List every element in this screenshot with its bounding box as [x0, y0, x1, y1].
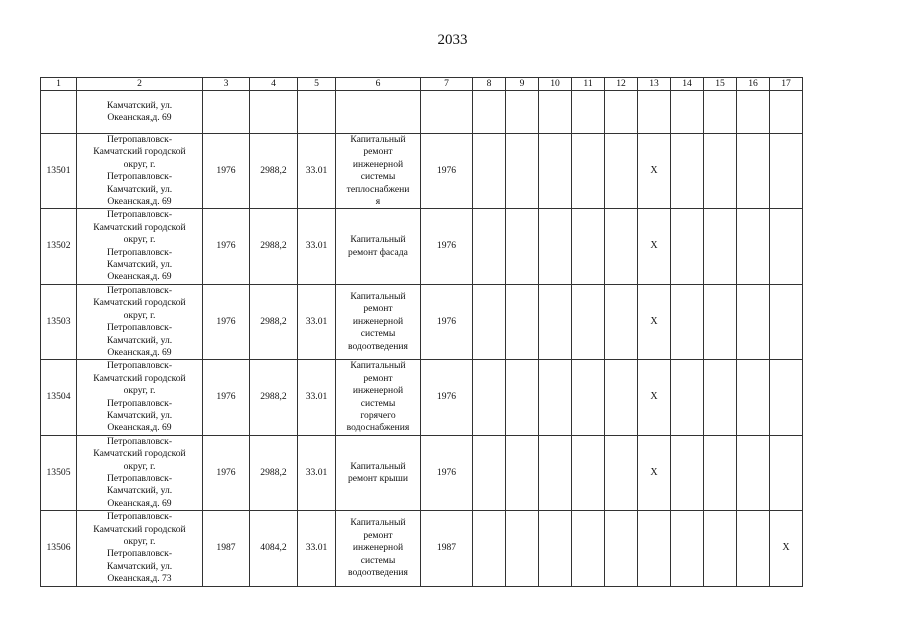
- cell-empty: [770, 284, 803, 359]
- address-cell: Петропавловск- Камчатский городской округ, г. Петропавловск- Камчатский, ул. Океанская,д. 69: [77, 209, 203, 284]
- build-year-cell: 1976: [203, 435, 250, 510]
- cell-empty: [671, 209, 704, 284]
- cell-empty: [671, 511, 704, 586]
- column-number-header: 11: [572, 78, 605, 91]
- cell-empty: [770, 209, 803, 284]
- code-cell: 33.01: [298, 511, 336, 586]
- build-year-cell: 1987: [203, 511, 250, 586]
- cell-empty: [605, 284, 638, 359]
- table-row: [41, 209, 803, 284]
- area-cell: 4084,2: [250, 511, 298, 586]
- column-number-header: 6: [336, 78, 421, 91]
- cell-empty: [539, 91, 572, 134]
- mark-cell: Х: [638, 209, 671, 284]
- column-number-header: 15: [704, 78, 737, 91]
- cell-empty: [539, 209, 572, 284]
- cell-empty: [605, 91, 638, 134]
- work-type-cell: Капитальный ремонт инженерной системы водоотведения: [336, 284, 421, 359]
- cell-empty: [473, 360, 506, 435]
- capital-repair-table: [40, 77, 803, 587]
- cell-empty: [704, 91, 737, 134]
- mark-cell: Х: [638, 435, 671, 510]
- column-number-header: 9: [506, 78, 539, 91]
- cell-empty: [704, 511, 737, 586]
- cell-empty: [605, 360, 638, 435]
- mark-cell: Х: [770, 511, 803, 586]
- cell-empty: [336, 91, 421, 134]
- table-row: [41, 134, 803, 209]
- cell-empty: [506, 284, 539, 359]
- build-year-cell: 1976: [203, 360, 250, 435]
- cell-empty: [737, 91, 770, 134]
- cell-empty: [572, 511, 605, 586]
- work-type-cell: Капитальный ремонт инженерной системы теплоснабжени я: [336, 134, 421, 209]
- column-number-row: [41, 78, 803, 91]
- cell-empty: [605, 134, 638, 209]
- cell-empty: [671, 134, 704, 209]
- cell-empty: [572, 284, 605, 359]
- cell-empty: [572, 91, 605, 134]
- record-id-cell: 13504: [41, 360, 77, 435]
- cell-empty: [770, 134, 803, 209]
- cell-empty: [770, 91, 803, 134]
- work-type-cell: Капитальный ремонт инженерной системы горячего водоснабжения: [336, 360, 421, 435]
- cell-empty: [704, 360, 737, 435]
- cell-empty: [605, 209, 638, 284]
- cell-empty: [572, 134, 605, 209]
- work-type-cell: Капитальный ремонт крыши: [336, 435, 421, 510]
- address-cell: Петропавловск- Камчатский городской округ, г. Петропавловск- Камчатский, ул. Океанская,д. 69: [77, 435, 203, 510]
- plan-year-cell: 1976: [421, 209, 473, 284]
- column-number-header: 4: [250, 78, 298, 91]
- mark-cell: Х: [638, 134, 671, 209]
- cell-empty: [473, 91, 506, 134]
- cell-empty: [704, 209, 737, 284]
- cell-empty: [638, 511, 671, 586]
- code-cell: 33.01: [298, 435, 336, 510]
- cell-empty: [704, 284, 737, 359]
- work-type-cell: Капитальный ремонт инженерной системы водоотведения: [336, 511, 421, 586]
- cell-empty: [572, 435, 605, 510]
- cell-empty: [506, 134, 539, 209]
- column-number-header: 2: [77, 78, 203, 91]
- cell-empty: [671, 91, 704, 134]
- work-type-cell: Капитальный ремонт фасада: [336, 209, 421, 284]
- column-number-header: 1: [41, 78, 77, 91]
- column-number-header: 3: [203, 78, 250, 91]
- cell-empty: [737, 360, 770, 435]
- cell-empty: [737, 209, 770, 284]
- cell-empty: [737, 134, 770, 209]
- column-number-header: 10: [539, 78, 572, 91]
- mark-cell: Х: [638, 360, 671, 435]
- cell-empty: [473, 134, 506, 209]
- record-id-cell: 13503: [41, 284, 77, 359]
- column-number-header: 5: [298, 78, 336, 91]
- address-cell: Петропавловск- Камчатский городской округ, г. Петропавловск- Камчатский, ул. Океанская,д. 69: [77, 360, 203, 435]
- plan-year-cell: 1987: [421, 511, 473, 586]
- cell-empty: [473, 511, 506, 586]
- record-id-cell: 13505: [41, 435, 77, 510]
- build-year-cell: 1976: [203, 209, 250, 284]
- plan-year-cell: 1976: [421, 360, 473, 435]
- area-cell: 2988,2: [250, 360, 298, 435]
- cell-empty: [506, 209, 539, 284]
- record-id-cell: 13501: [41, 134, 77, 209]
- cell-empty: [605, 511, 638, 586]
- cell-empty: [638, 91, 671, 134]
- column-number-header: 16: [737, 78, 770, 91]
- area-cell: 2988,2: [250, 435, 298, 510]
- column-number-header: 8: [473, 78, 506, 91]
- column-number-header: 12: [605, 78, 638, 91]
- cell-empty: [704, 134, 737, 209]
- cell-empty: [539, 360, 572, 435]
- column-number-header: 14: [671, 78, 704, 91]
- cell-empty: [572, 360, 605, 435]
- cell-empty: [298, 91, 336, 134]
- table-row: [41, 511, 803, 586]
- code-cell: 33.01: [298, 134, 336, 209]
- cell-empty: [704, 435, 737, 510]
- cell-empty: [539, 435, 572, 510]
- plan-year-cell: 1976: [421, 284, 473, 359]
- area-cell: 2988,2: [250, 134, 298, 209]
- cell-empty: [671, 360, 704, 435]
- column-number-header: 7: [421, 78, 473, 91]
- code-cell: 33.01: [298, 284, 336, 359]
- cell-empty: [737, 435, 770, 510]
- area-cell: 2988,2: [250, 209, 298, 284]
- build-year-cell: 1976: [203, 134, 250, 209]
- cell-empty: [473, 435, 506, 510]
- address-cell: Петропавловск- Камчатский городской округ, г. Петропавловск- Камчатский, ул. Океанская,д. 69: [77, 134, 203, 209]
- cell-empty: [737, 511, 770, 586]
- plan-year-cell: 1976: [421, 435, 473, 510]
- cell-empty: [506, 435, 539, 510]
- cell-empty: [737, 284, 770, 359]
- table-row: [41, 284, 803, 359]
- cell-empty: [539, 284, 572, 359]
- cell-empty: [605, 435, 638, 510]
- table-row: [41, 435, 803, 510]
- cell-empty: [506, 511, 539, 586]
- cell-empty: [671, 284, 704, 359]
- cell-empty: [506, 91, 539, 134]
- address-cell: Камчатский, ул. Океанская,д. 69: [77, 91, 203, 134]
- address-cell: Петропавловск- Камчатский городской округ, г. Петропавловск- Камчатский, ул. Океанская,д. 69: [77, 284, 203, 359]
- cell-empty: [203, 91, 250, 134]
- cell-empty: [572, 209, 605, 284]
- cell-empty: [250, 91, 298, 134]
- plan-year-cell: 1976: [421, 134, 473, 209]
- cell-empty: [41, 91, 77, 134]
- table-row: [41, 360, 803, 435]
- cell-empty: [539, 511, 572, 586]
- cell-empty: [770, 360, 803, 435]
- address-cell: Петропавловск- Камчатский городской округ, г. Петропавловск- Камчатский, ул. Океанская,д. 73: [77, 511, 203, 586]
- column-number-header: 17: [770, 78, 803, 91]
- cell-empty: [473, 209, 506, 284]
- cell-empty: [506, 360, 539, 435]
- code-cell: 33.01: [298, 360, 336, 435]
- cell-empty: [539, 134, 572, 209]
- cell-empty: [473, 284, 506, 359]
- cell-empty: [671, 435, 704, 510]
- column-number-header: 13: [638, 78, 671, 91]
- page-number: 2033: [437, 32, 468, 48]
- continuation-row: [41, 91, 803, 134]
- record-id-cell: 13502: [41, 209, 77, 284]
- area-cell: 2988,2: [250, 284, 298, 359]
- code-cell: 33.01: [298, 209, 336, 284]
- record-id-cell: 13506: [41, 511, 77, 586]
- cell-empty: [770, 435, 803, 510]
- build-year-cell: 1976: [203, 284, 250, 359]
- mark-cell: Х: [638, 284, 671, 359]
- cell-empty: [421, 91, 473, 134]
